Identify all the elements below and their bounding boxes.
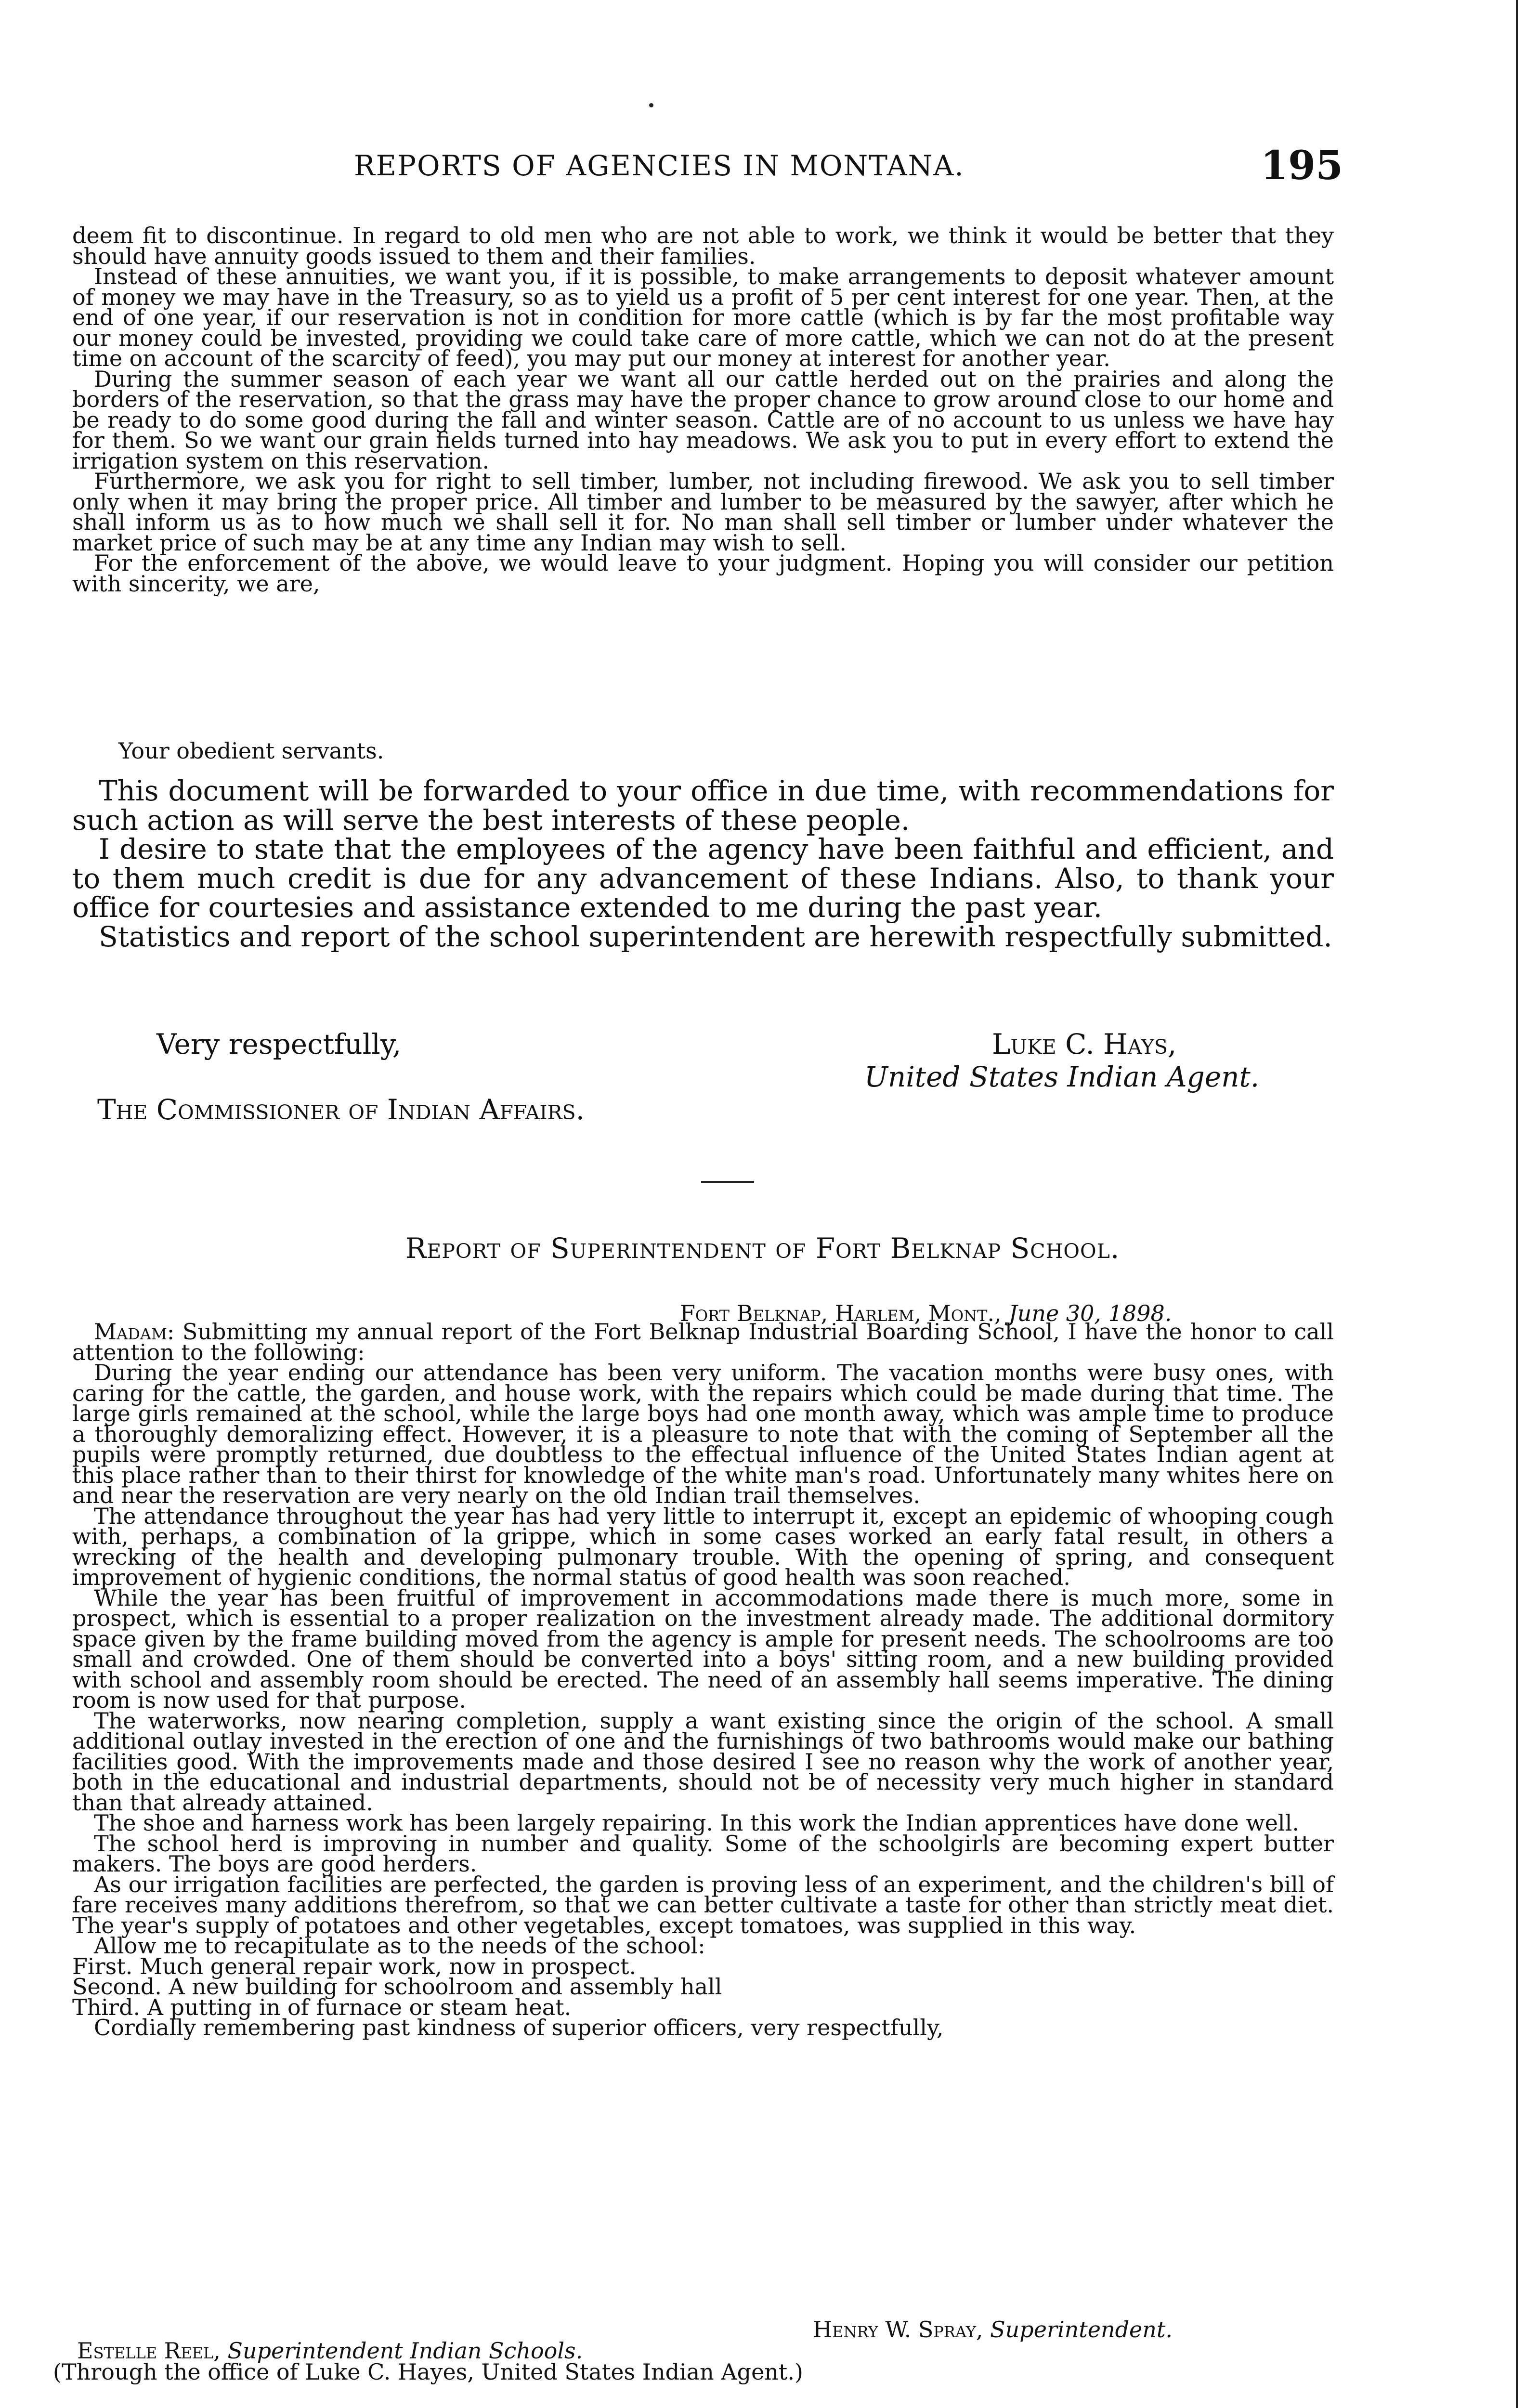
page-edge xyxy=(1516,0,1518,2408)
school-report-text xyxy=(72,1319,1334,2041)
agent-signer-name: Luke C. Hays, xyxy=(992,1028,1177,1060)
petition-closing: Your obedient servants. xyxy=(118,738,384,764)
school-signer-name: Henry W. Spray, xyxy=(813,2316,983,2343)
page-number: 195 xyxy=(1261,143,1343,189)
need-item: Third. A putting in of furnace or steam heat. xyxy=(72,1994,572,2020)
salutation: Madam: xyxy=(94,1319,175,1345)
paragraph: Furthermore, we ask you for right to sell timber, lumber, not including firewood. We ask you to sell timber only when it may bring the proper price. All timber and lumber to be measured by the sawyer, after which he shall inform us as to how much we shall sell it for. No man shall sell timber or lumber under whatever the market price of such may be at any time any Indian may wish to sell. xyxy=(72,468,1334,556)
paragraph: While the year has been fruitful of improvement in accommodations made there is much more, some in prospect, which is essential to a proper realization on the investment already made. The additional dormitory space given by the frame building moved from the agency is ample for present needs. The schoolrooms are too small and crowded. One of them should be converted into a boys' sitting room, and a new building provided with school and assembly room should be erected. The need of an assembly hall seems imperative. The dining room is now used for that purpose. xyxy=(72,1584,1334,1713)
school-signer-title: Superintendent. xyxy=(990,2316,1173,2343)
paragraph: I desire to state that the employees of the agency have been faithful and efficient, and to them much credit is due for any advancement of these Indians. Also, to thank your office for courtesies and assistance extended to me during the past year. xyxy=(72,833,1334,924)
paragraph: Statistics and report of the school superintendent are herewith respectfully submitted. xyxy=(99,920,1332,953)
petition-text xyxy=(72,222,1334,597)
running-head: REPORTS OF AGENCIES IN MONTANA. xyxy=(354,149,965,182)
need-item: First. Much general repair work, now in prospect. xyxy=(72,1953,637,1979)
paragraph: The attendance throughout the year has had very little to interrupt it, except an epidemic of whooping cough with, perhaps, a combination of la grippe, which in some cases worked an early fatal result, in others a wrecking of the health and developing pulmonary trouble. With the opening of spring, and consequent improvement of hygienic conditions, the normal status of good health was soon reached. xyxy=(72,1503,1334,1590)
needs-intro: Allow me to recapitulate as to the needs of the school: xyxy=(94,1933,705,1959)
agent-signer-title: United States Indian Agent. xyxy=(864,1060,1260,1093)
paragraph: The waterworks, now nearing completion, supply a want existing since the origin of the school. A small additional outlay invested in the erection of one and the furnishings of two bathrooms would make our bathing facilities good. With the improvements made and those desired I see no reason why the work of another year, both in the educational and industrial departments, should not be of necessity very much higher in standard than that already attained. xyxy=(72,1707,1334,1816)
agent-addressee: The Commissioner of Indian Affairs. xyxy=(97,1093,585,1126)
paragraph: deem fit to discontinue. In regard to old men who are not able to work, we think it would be better that they should have annuity goods issued to them and their families. xyxy=(72,222,1334,269)
agent-closing: Very respectfully, xyxy=(156,1028,402,1060)
paragraph: During the year ending our attendance has been very uniform. The vacation months were busy ones, with caring for the cattle, the garden, and house work, with the repairs which could be made during that time. The large girls remained at the school, while the large boys had one month away, which was ample time to produce a thoroughly demoralizing effect. However, it is a pleasure to note that with the coming of September all the pupils were promptly returned, due doubtless to the effectual influence of the United States Indian agent at this place rather than to their thirst for knowledge of the white man's road. Unfortunately many whites here on and near the reservation are very nearly on the old Indian trail themselves. xyxy=(72,1360,1334,1508)
paragraph: This document will be forwarded to your office in due time, with recommendations for such action as will serve the best interests of these people. xyxy=(72,774,1334,837)
paragraph: The school herd is improving in number and quality. Some of the schoolgirls are becoming expert butter makers. The boys are good herders. xyxy=(72,1830,1334,1877)
dateline-date: June 30, 1898. xyxy=(1008,1300,1172,1326)
routing-note: (Through the office of Luke C. Hayes, United States Indian Agent.) xyxy=(53,2359,803,2385)
agent-letter-text xyxy=(72,776,1334,951)
paragraph: During the summer season of each year we want all our cattle herded out on the prairies and along the borders of the reservation, so that the grass may have the proper chance to grow around close to our home and be ready to do some good during the fall and winter season. Cattle are of no account to us unless we have hay for them. So we want our grain fields turned into hay meadows. We ask you to put in every effort to extend the irrigation system on this reservation. xyxy=(72,366,1334,474)
need-item: Second. A new building for schoolroom and assembly hall xyxy=(72,1974,722,2000)
paragraph: The shoe and harness work has been largely repairing. In this work the Indian apprentices have done well. xyxy=(94,1810,1299,1836)
paragraph: As our irrigation facilities are perfected, the garden is proving less of an experiment, and the children's bill of fare receives many additions therefrom, so that we can better cultivate a taste for other than strictly meat diet. The year's supply of potatoes and other vegetables, except tomatoes, was supplied in this way. xyxy=(72,1871,1334,1938)
school-report-title: Report of Superintendent of Fort Belknap School. xyxy=(405,1232,1120,1265)
print-speck xyxy=(649,103,653,107)
recipient-title: Superintendent Indian Schools. xyxy=(227,2338,583,2364)
paragraph: Instead of these annuities, we want you, if it is possible, to make arrangements to deposit whatever amount of money we may have in the Treasury, so as to yield us a profit of 5 per cent interest for one year. Then, at the end of one year, if our reservation is not in condition for more cattle (which is by far the most profitable way our money could be invested, providing we could take care of more cattle, which we can not do at the present time on account of the scarcity of feed), you may put our money at interest for another year. xyxy=(72,263,1334,371)
school-signature xyxy=(813,2316,1173,2343)
opening-paragraph xyxy=(72,1319,1334,1365)
opening-text: Submitting my annual report of the Fort Belknap Industrial Boarding School, I have the honor to call attention to the following: xyxy=(72,1319,1334,1365)
dateline-place: Fort Belknap, Harlem, Mont., xyxy=(680,1300,1002,1326)
recipient-name: Estelle Reel, xyxy=(77,2338,221,2364)
closing: Cordially remembering past kindness of superior officers, very respectfully, xyxy=(94,2015,944,2041)
section-divider xyxy=(701,1181,754,1183)
paragraph: For the enforcement of the above, we would leave to your judgment. Hoping you will consider our petition with sincerity, we are, xyxy=(72,550,1334,597)
